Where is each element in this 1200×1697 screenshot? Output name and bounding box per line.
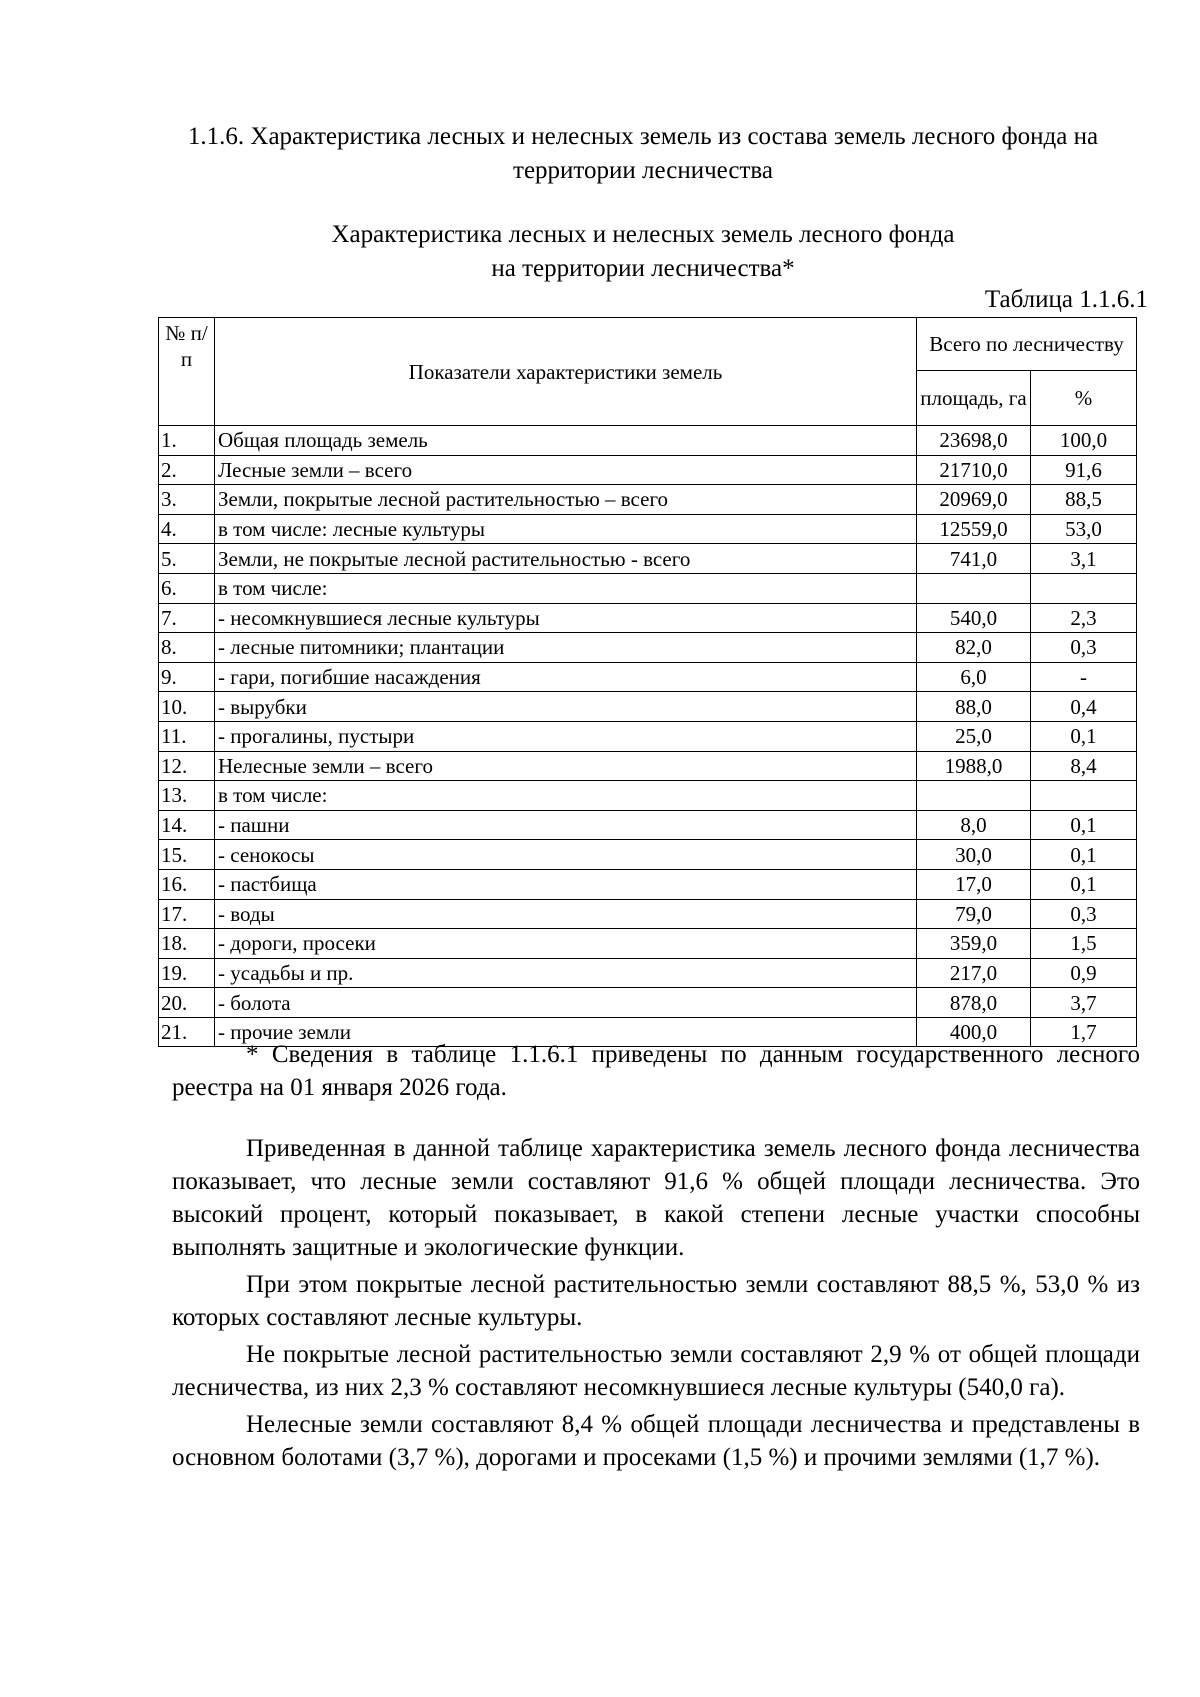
table-row xyxy=(159,781,1137,811)
row-number: 14. xyxy=(159,810,215,840)
row-indicator: Земли, покрытые лесной растительностью – всего xyxy=(215,485,917,515)
row-indicator: - прогалины, пустыри xyxy=(215,721,917,751)
table-row xyxy=(159,633,1137,663)
table-row xyxy=(159,929,1137,959)
header-area: площадь, га xyxy=(917,371,1031,426)
row-percent: 0,9 xyxy=(1031,958,1137,988)
row-area: 79,0 xyxy=(917,899,1031,929)
section-title-text: 1.1.6. Характеристика лесных и нелесных земель из состава земель лесного фонда на территории лесничества xyxy=(187,123,1099,184)
row-area: 6,0 xyxy=(917,662,1031,692)
row-area: 23698,0 xyxy=(917,426,1031,456)
row-percent xyxy=(1031,781,1137,811)
row-number: 9. xyxy=(159,662,215,692)
row-number: 6. xyxy=(159,573,215,603)
row-indicator: - пастбища xyxy=(215,869,917,899)
table-row xyxy=(159,573,1137,603)
row-number: 13. xyxy=(159,781,215,811)
row-percent: 0,3 xyxy=(1031,899,1137,929)
row-percent: 0,1 xyxy=(1031,840,1137,870)
row-number: 20. xyxy=(159,988,215,1018)
row-indicator: в том числе: лесные культуры xyxy=(215,514,917,544)
header-total: Всего по лесничеству xyxy=(917,318,1137,371)
table-row xyxy=(159,988,1137,1018)
row-area: 17,0 xyxy=(917,869,1031,899)
table-row xyxy=(159,485,1137,515)
row-area: 1988,0 xyxy=(917,751,1031,781)
paragraph-2: При этом покрытые лесной растительностью земли составляют 88,5 %, 53,0 % из которых составляют лесные культуры. xyxy=(172,1271,1140,1331)
row-number: 18. xyxy=(159,929,215,959)
paragraph-1: Приведенная в данной таблице характеристика земель лесного фонда лесничества показывает, что лесные земли составляют 91,6 % общей площади лесничества. Это высокий процент, который показывает, в какой степени лесные участки способны выполнять защитные и экологические функции. xyxy=(172,1135,1140,1261)
row-percent: 2,3 xyxy=(1031,603,1137,633)
table-row xyxy=(159,899,1137,929)
paragraph-4: Нелесные земли составляют 8,4 % общей площади лесничества и представлены в основном болотами (3,7 %), дорогами и просеками (1,5 %) и прочими землями (1,7 %). xyxy=(172,1411,1140,1471)
row-area: 217,0 xyxy=(917,958,1031,988)
row-percent: 0,1 xyxy=(1031,869,1137,899)
row-number: 4. xyxy=(159,514,215,544)
row-percent: 1,5 xyxy=(1031,929,1137,959)
table-row xyxy=(159,751,1137,781)
paragraph-3: Не покрытые лесной растительностью земли составляют 2,9 % от общей площади лесничества, из них 2,3 % составляют несомкнувшиеся лесные культуры (540,0 га). xyxy=(172,1341,1140,1401)
table-row xyxy=(159,869,1137,899)
row-area: 540,0 xyxy=(917,603,1031,633)
body-text xyxy=(172,1132,1140,1474)
row-indicator: - вырубки xyxy=(215,692,917,722)
row-area: 20969,0 xyxy=(917,485,1031,515)
row-area: 741,0 xyxy=(917,544,1031,574)
row-indicator: - усадьбы и пр. xyxy=(215,958,917,988)
header-num: № п/п xyxy=(159,318,215,426)
row-percent: 8,4 xyxy=(1031,751,1137,781)
table-row xyxy=(159,958,1137,988)
row-area: 400,0 xyxy=(917,1017,1031,1047)
row-indicator: Земли, не покрытые лесной растительностью - всего xyxy=(215,544,917,574)
table-row xyxy=(159,810,1137,840)
table-row xyxy=(159,426,1137,456)
header-name: Показатели характеристики земель xyxy=(215,318,917,426)
header-percent: % xyxy=(1031,371,1137,426)
row-number: 5. xyxy=(159,544,215,574)
row-indicator: в том числе: xyxy=(215,573,917,603)
table-row xyxy=(159,840,1137,870)
row-number: 16. xyxy=(159,869,215,899)
row-number: 19. xyxy=(159,958,215,988)
row-indicator: Общая площадь земель xyxy=(215,426,917,456)
row-indicator: Нелесные земли – всего xyxy=(215,751,917,781)
row-percent: 0,1 xyxy=(1031,810,1137,840)
row-percent: 100,0 xyxy=(1031,426,1137,456)
row-number: 12. xyxy=(159,751,215,781)
row-number: 3. xyxy=(159,485,215,515)
row-percent: 53,0 xyxy=(1031,514,1137,544)
row-area: 8,0 xyxy=(917,810,1031,840)
row-area xyxy=(917,573,1031,603)
row-number: 7. xyxy=(159,603,215,633)
row-area: 21710,0 xyxy=(917,455,1031,485)
row-number: 1. xyxy=(159,426,215,456)
row-number: 8. xyxy=(159,633,215,663)
table-body xyxy=(159,426,1137,1047)
table-title-line2: на территории лесничества* xyxy=(491,255,795,282)
row-number: 11. xyxy=(159,721,215,751)
footnote-text: * Сведения в таблице 1.1.6.1 приведены по данным государственного лесного реестра на 01 января 2026 года. xyxy=(172,1041,1140,1101)
table-header-row xyxy=(159,318,1137,371)
row-percent: 3,1 xyxy=(1031,544,1137,574)
section-title xyxy=(160,120,1126,188)
row-indicator: - дороги, просеки xyxy=(215,929,917,959)
table-row xyxy=(159,544,1137,574)
row-area: 25,0 xyxy=(917,721,1031,751)
table-row xyxy=(159,603,1137,633)
table-row xyxy=(159,721,1137,751)
row-area: 30,0 xyxy=(917,840,1031,870)
table-row xyxy=(159,455,1137,485)
row-percent: 0,3 xyxy=(1031,633,1137,663)
row-number: 17. xyxy=(159,899,215,929)
row-indicator: - воды xyxy=(215,899,917,929)
row-indicator: - пашни xyxy=(215,810,917,840)
row-area xyxy=(917,781,1031,811)
row-percent: 0,1 xyxy=(1031,721,1137,751)
table-footnote xyxy=(172,1038,1140,1104)
row-number: 15. xyxy=(159,840,215,870)
row-percent: 88,5 xyxy=(1031,485,1137,515)
row-indicator: - прочие земли xyxy=(215,1017,917,1047)
row-area: 878,0 xyxy=(917,988,1031,1018)
row-indicator: - гари, погибшие насаждения xyxy=(215,662,917,692)
row-number: 10. xyxy=(159,692,215,722)
table-row xyxy=(159,662,1137,692)
row-area: 88,0 xyxy=(917,692,1031,722)
table-title-line1: Характеристика лесных и нелесных земель лесного фонда xyxy=(331,221,955,248)
row-percent xyxy=(1031,573,1137,603)
row-indicator: - сенокосы xyxy=(215,840,917,870)
row-area: 12559,0 xyxy=(917,514,1031,544)
row-indicator: - несомкнувшиеся лесные культуры xyxy=(215,603,917,633)
table-title xyxy=(160,218,1126,286)
row-number: 21. xyxy=(159,1017,215,1047)
row-percent: 3,7 xyxy=(1031,988,1137,1018)
table-number: Таблица 1.1.6.1 xyxy=(984,286,1148,313)
row-percent: 1,7 xyxy=(1031,1017,1137,1047)
table-row xyxy=(159,692,1137,722)
row-percent: 91,6 xyxy=(1031,455,1137,485)
row-indicator: - болота xyxy=(215,988,917,1018)
row-indicator: в том числе: xyxy=(215,781,917,811)
row-percent: 0,4 xyxy=(1031,692,1137,722)
row-indicator: - лесные питомники; плантации xyxy=(215,633,917,663)
land-characteristics-table xyxy=(158,317,1137,1047)
row-area: 82,0 xyxy=(917,633,1031,663)
row-indicator: Лесные земли – всего xyxy=(215,455,917,485)
row-percent: - xyxy=(1031,662,1137,692)
table-row xyxy=(159,514,1137,544)
row-number: 2. xyxy=(159,455,215,485)
row-area: 359,0 xyxy=(917,929,1031,959)
